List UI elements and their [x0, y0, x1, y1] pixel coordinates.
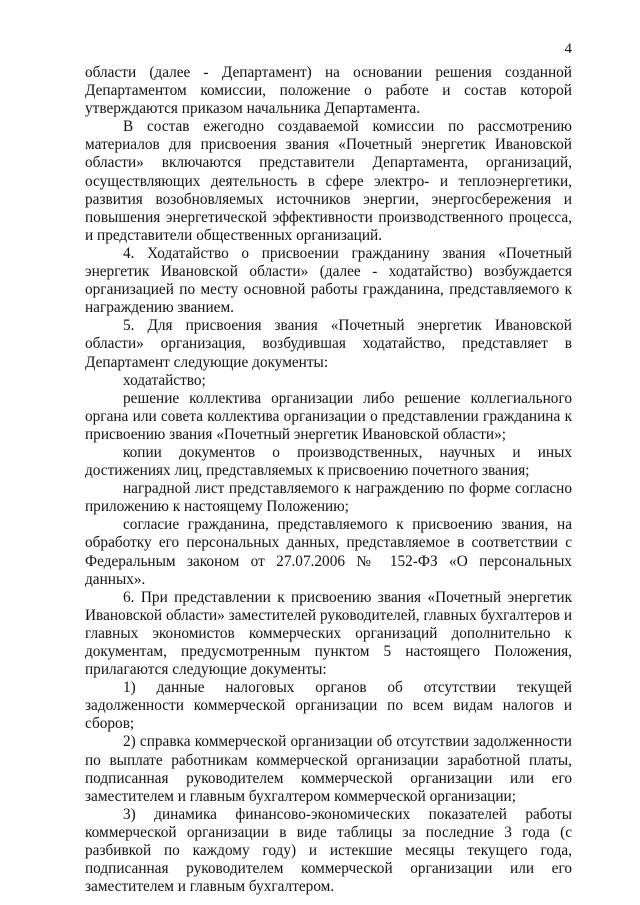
- list-item-tax-data: 1) данные налоговых органов об отсутствии текущей задолженности коммерческой организации по всем видам налогов и сборов;: [85, 679, 572, 733]
- list-item-award-sheet: наградной лист представляемого к награждению по форме согласно приложению к настоящему Положению;: [85, 480, 572, 516]
- paragraph-item-5-documents: 5. Для присвоения звания «Почетный энергетик Ивановской области» организация, возбудившая ходатайство, представляет в Департамент следующие документы:: [85, 317, 572, 371]
- list-item-personal-data-consent: согласие гражданина, представляемого к присвоению звания, на обработку его персональных данных, представляемое в соответствии с Федеральным законом от 27.07.2006 № 152-ФЗ «О персональных данных».: [85, 516, 572, 588]
- paragraph-department-decision: области (далее - Департамент) на основании решения созданной Департаментом комиссии, положение о работе и состав которой утверждаются приказом начальника Департамента.: [85, 64, 572, 118]
- list-item-collective-decision: решение коллектива организации либо решение коллегиального органа или совета коллектива организации о представлении гражданина к присвоению звания «Почетный энергетик Ивановской области»;: [85, 389, 572, 443]
- list-item-achievement-copies: копии документов о производственных, научных и иных достижениях лиц, представляемых к присвоению почетного звания;: [85, 443, 572, 480]
- document-body: [85, 64, 572, 896]
- paragraph-item-4-petition: 4. Ходатайство о присвоении гражданину звания «Почетный энергетик Ивановской области» (далее - ходатайство) возбуждается организацией по месту основной работы гражданина, представляемого к награждению званием.: [85, 244, 572, 317]
- list-item-financial-dynamics: 3) динамика финансово-экономических показателей работы коммерческой организации в виде таблицы за последние 3 года (с разбивкой по каждому году) и истекшие месяцы текущего года, подписанная руководителем коммерческой организации или его заместителем и главным бухгалтером.: [85, 805, 572, 896]
- paragraph-commission-composition: В состав ежегодно создаваемой комиссии по рассмотрению материалов для присвоения звания «Почетный энергетик Ивановской области» включаются представители Департамента, организаций, осуществляющих деятельность в сфере электро- и теплоэнергетики, развития возобновляемых источников энергии, энергосбережения и повышения энергетической эффективности производственного процесса, и представители общественных организаций.: [85, 118, 572, 244]
- page-number: 4: [564, 41, 572, 57]
- list-item-petition: ходатайство;: [123, 371, 206, 389]
- list-item-salary-certificate: 2) справка коммерческой организации об отсутствии задолженности по выплате работникам коммерческой организации заработной платы, подписанная руководителем коммерческой организации или его заместителем и главным бухгалтером коммерческой организации;: [85, 733, 572, 805]
- paragraph-item-6-additional: 6. При представлении к присвоению звания «Почетный энергетик Ивановской области» заместителей руководителей, главных бухгалтеров и главных экономистов коммерческих организаций дополнительно к документам, предусмотренным пунктом 5 настоящего Положения, прилагаются следующие документы:: [85, 588, 572, 679]
